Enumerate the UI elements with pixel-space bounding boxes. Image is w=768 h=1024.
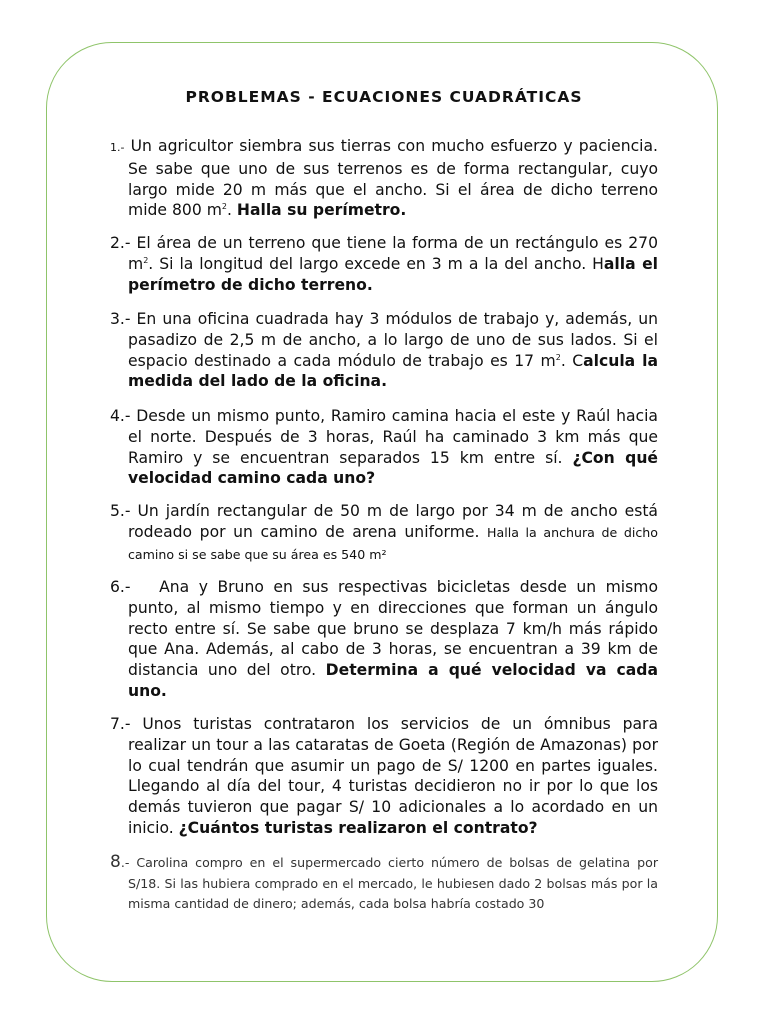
problem-text-after: . C (560, 351, 584, 370)
problem-text-after: . Si la longitud del largo excede en 3 m a la del ancho. H (148, 254, 604, 273)
problem-text: Desde un mismo punto, Ramiro camina hacia el este y Raúl hacia el norte. Después de 3 horas, Raúl ha caminado 3 km más que Ramiro y se encuentran separados 15 km entre sí. (128, 407, 658, 467)
page-title: PROBLEMAS - ECUACIONES CUADRÁTICAS (185, 88, 583, 106)
problem-text: Unos turistas contrataron los servicios de un ómnibus para realizar un tour a las cataratas de Goeta (Región de Amazonas) por lo cual tendrán que asumir un pago de S/ 1200 en partes iguales. Llegando al día del tour, 4 turistas decidieron no ir por lo que los demás tuvieron que pagar S/ 10 adicionales a lo acordado en un inicio. (128, 715, 658, 837)
problem-text: Ana y Bruno en sus respectivas bicicletas desde un mismo punto, al mismo tiempo y en direcciones que forman un ángulo recto entre sí. Se sabe que bruno se desplaza 7 km/h más rápido que Ana. Además, al cabo de 3 horas, se encuentran a 39 km de distancia uno del otro. (128, 578, 663, 680)
problem-7 (110, 714, 658, 839)
problem-text: El área de un terreno que tiene la forma de un rectángulo es 270 m (128, 234, 658, 273)
problem-text-after: . (226, 201, 237, 220)
problem-number: 1.- (110, 141, 125, 154)
problem-question: Halla su perímetro. (236, 201, 407, 220)
problem-number: 4.- (110, 407, 131, 425)
problem-question: ¿Con qué velocidad camino cada uno? (128, 448, 658, 488)
superscript: 2 (555, 352, 561, 362)
problem-number: 3.- (110, 310, 131, 328)
problem-3 (110, 309, 658, 392)
problem-4 (110, 406, 658, 489)
problem-1 (110, 136, 658, 221)
problem-question: Determina a qué velocidad va cada uno. (128, 661, 658, 700)
problem-question: alcula la medida del lado de la oficina. (128, 351, 658, 391)
problem-text: En una oficina cuadrada hay 3 módulos de trabajo y, además, un pasadizo de 2,5 m de ancho, a lo largo de uno de sus lados. Si el espacio destinado a cada módulo de trabajo es 17 m (128, 310, 658, 370)
problem-question: ¿Cuántos turistas realizaron el contrato? (178, 818, 538, 837)
problem-6 (110, 577, 663, 702)
problem-question: alla el perímetro de dicho terreno. (128, 254, 658, 294)
problem-text: Un agricultor siembra sus tierras con mucho esfuerzo y paciencia. Se sabe que uno de sus terrenos es de forma rectangular, cuyo largo mide 20 m más que el ancho. Si el área de dicho terreno mide 800 m (124, 137, 658, 220)
problem-question: Halla la anchura de dicho camino si se sabe que su área es 540 m² (128, 524, 658, 562)
superscript: 2 (221, 202, 227, 212)
problem-number: 6.- (110, 578, 131, 596)
problem-number: 8 (110, 852, 121, 872)
problem-text: Un jardín rectangular de 50 m de largo por 34 m de ancho está rodeado por un camino de arena uniforme. (128, 502, 658, 541)
problem-number: 5.- (110, 502, 131, 520)
problem-text: .- Carolina compro en el supermercado cierto número de bolsas de gelatina por S/18. Si las hubiera comprado en el mercado, le hubiesen dado 2 bolsas más por la misma cantidad de dinero; además, cada bolsa habría costado 30 (120, 855, 658, 911)
superscript: 2 (143, 255, 149, 265)
problem-8 (110, 852, 658, 915)
problem-5 (110, 501, 658, 565)
problem-2 (110, 233, 658, 295)
problem-number: 7.- (110, 715, 131, 733)
problem-number: 2.- (110, 234, 131, 252)
